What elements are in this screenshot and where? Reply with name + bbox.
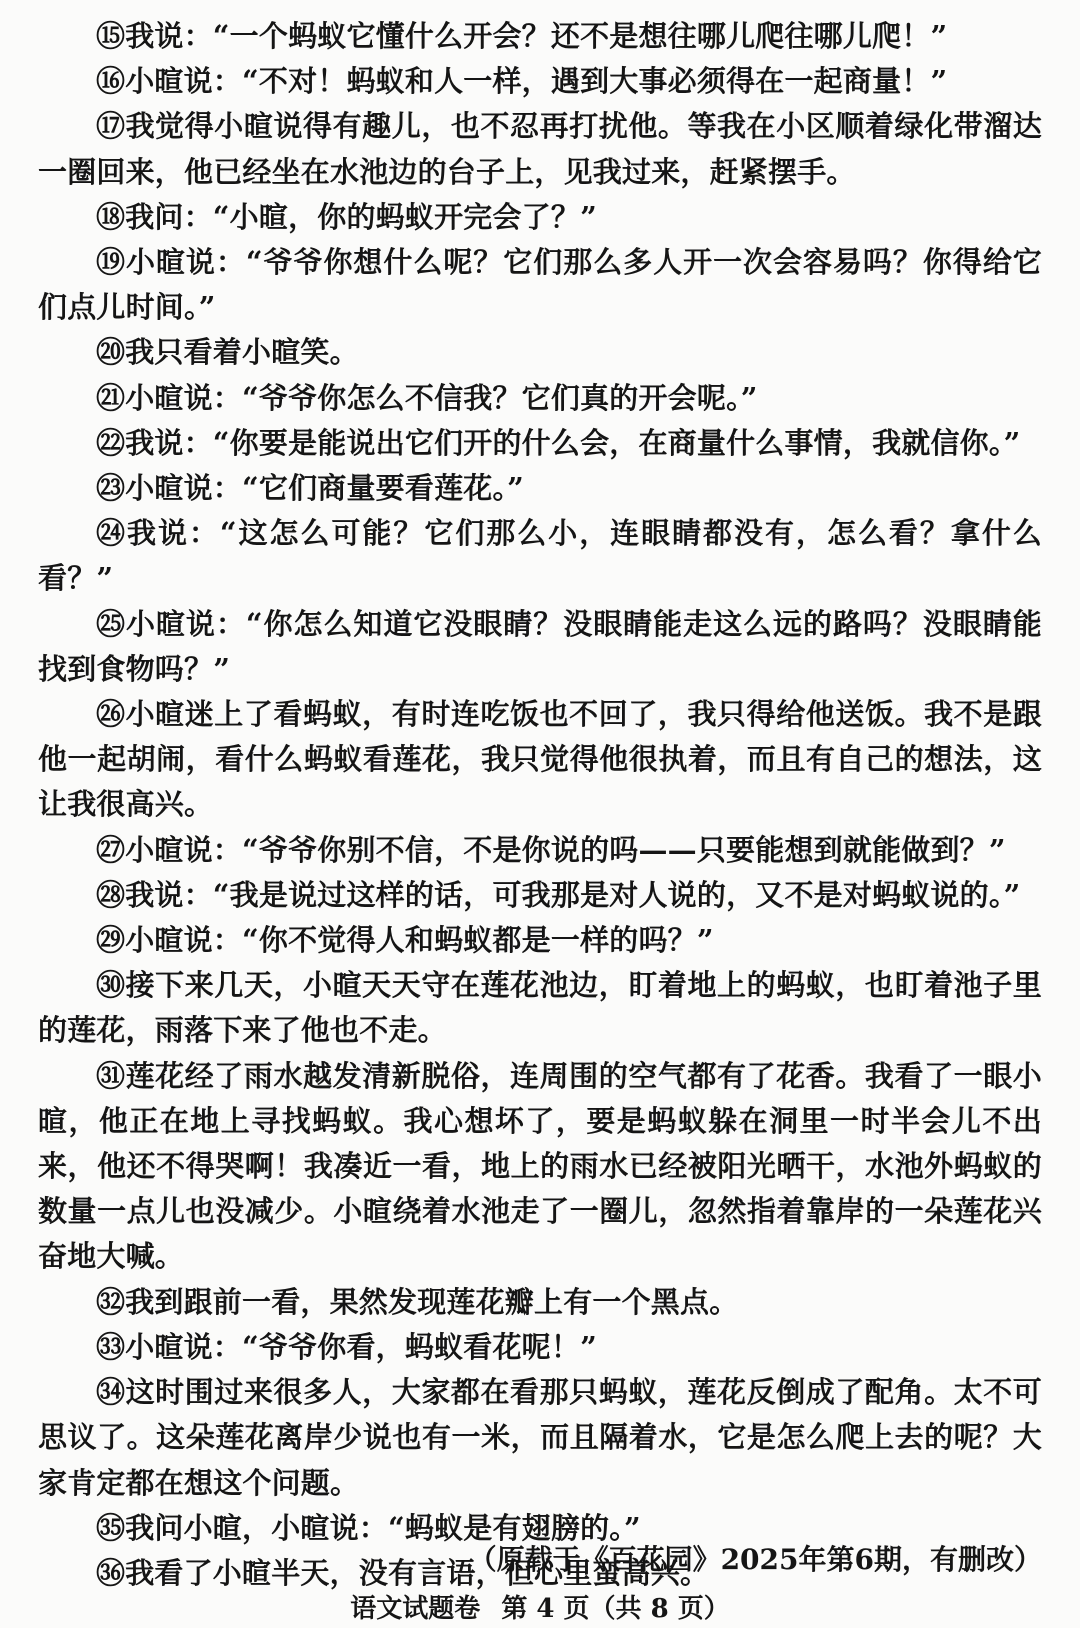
paragraph-22: ㉒我说：“你要是能说出它们开的什么会，在商量什么事情，我就信你。” <box>96 425 1021 460</box>
page-footer <box>0 1588 1080 1625</box>
paragraph-33: ㉝小暄说：“爷爷你看，蚂蚁看花呢！” <box>96 1329 597 1364</box>
paragraph-23: ㉓小暄说：“它们商量要看莲花。” <box>96 471 525 506</box>
paragraph-24: ㉔我说：“这怎么可能？它们那么小，连眼睛都没有，怎么看？拿什么看？” <box>38 516 1042 596</box>
paragraph-30: ㉚接下来几天，小暄天天守在莲花池边，盯着地上的蚂蚁，也盯着池子里的莲花，雨落下来了他也不走。 <box>38 968 1042 1048</box>
paragraph-35: ㉟我问小暄，小暄说：“蚂蚁是有翅膀的。” <box>96 1510 641 1545</box>
story-text <box>38 14 1042 1596</box>
paragraph-19: ⑲小暄说：“爷爷你想什么呢？它们那么多人开一次会容易吗？你得给它们点儿时间。” <box>38 245 1042 325</box>
paragraph-36: ㊱我看了小暄半天，没有言语，但心里蛮高兴。 <box>96 1555 710 1590</box>
paragraph-17: ⑰我觉得小暄说得有趣儿，也不忍再打扰他。等我在小区顺着绿化带溜达一圈回来，他已经坐在水池边的台子上，见我过来，赶紧摆手。 <box>38 109 1042 189</box>
paragraph-31: ㉛莲花经了雨水越发清新脱俗，连周围的空气都有了花香。我看了一眼小暄，他正在地上寻找蚂蚁。我心想坏了，要是蚂蚁躲在洞里一时半会儿不出来，他还不得哭啊！我凑近一看，地上的雨水已经被阳光晒干，水池外蚂蚁的数量一点儿也没减少。小暄绕着水池走了一圈儿，忽然指着靠岸的一朵莲花兴奋地大喊。 <box>38 1058 1042 1274</box>
paragraph-18: ⑱我问：“小暄，你的蚂蚁开完会了？” <box>96 199 597 234</box>
paragraph-29: ㉙小暄说：“你不觉得人和蚂蚁都是一样的吗？” <box>96 923 714 958</box>
footer-subject: 语文试题卷 <box>350 1594 481 1624</box>
paragraph-25: ㉕小暄说：“你怎么知道它没眼睛？没眼睛能走这么远的路吗？没眼睛能找到食物吗？” <box>38 606 1042 686</box>
paragraph-20: ⑳我只看着小暄笑。 <box>96 335 359 370</box>
paragraph-21: ㉑小暄说：“爷爷你怎么不信我？它们真的开会呢。” <box>96 380 758 415</box>
source-citation: （原载于《百花园》2025年第6期，有删改） <box>468 1543 1042 1576</box>
paragraph-34: ㉞这时围过来很多人，大家都在看那只蚂蚁，莲花反倒成了配角。太不可思议了。这朵莲花离岸少说也有一米，而且隔着水，它是怎么爬上去的呢？大家肯定都在想这个问题。 <box>38 1375 1042 1500</box>
paragraph-28: ㉘我说：“我是说过这样的话，可我那是对人说的，又不是对蚂蚁说的。” <box>96 877 1021 912</box>
paragraph-16: ⑯小暄说：“不对！蚂蚁和人一样，遇到大事必须得在一起商量！” <box>96 64 948 99</box>
paragraph-27: ㉗小暄说：“爷爷你别不信，不是你说的吗——只要能想到就能做到？” <box>96 832 1006 867</box>
paragraph-32: ㉜我到跟前一看，果然发现莲花瓣上有一个黑点。 <box>96 1284 739 1319</box>
paragraph-15: ⑮我说：“一个蚂蚁它懂什么开会？还不是想往哪儿爬往哪儿爬！” <box>96 19 948 53</box>
footer-page-number: 第 4 页（共 8 页） <box>501 1594 730 1624</box>
paragraph-26: ㉖小暄迷上了看蚂蚁，有时连吃饭也不回了，我只得给他送饭。我不是跟他一起胡闹，看什么蚂蚁看莲花，我只觉得他很执着，而且有自己的想法，这让我很高兴。 <box>38 697 1042 822</box>
